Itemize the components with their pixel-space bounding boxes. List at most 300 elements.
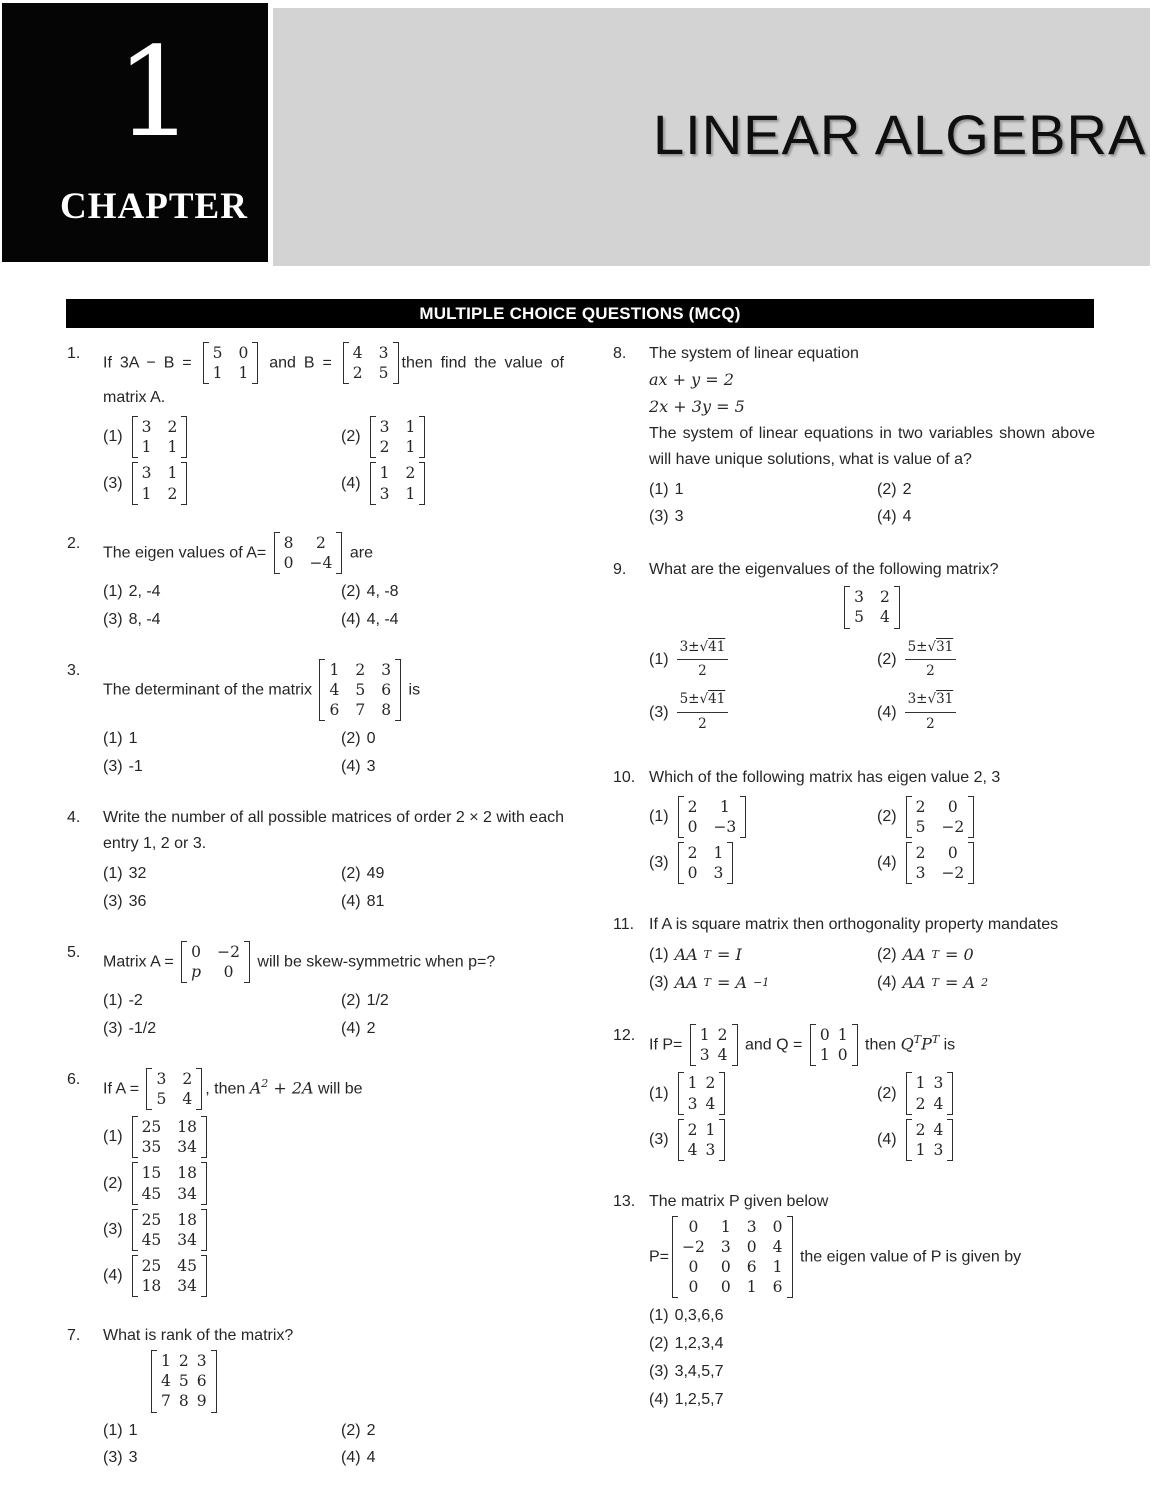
mcq-header-bar <box>66 299 1094 328</box>
matrix-cell: 0 <box>688 1278 699 1297</box>
stem-text: 2 <box>366 1421 376 1439</box>
matrix-bracket-right <box>968 842 974 884</box>
options-grid <box>103 860 564 916</box>
option-label: (3) <box>103 1019 123 1037</box>
matrix <box>906 1072 954 1114</box>
option-label: (2) <box>341 428 361 446</box>
option-label: (2) <box>877 650 897 668</box>
matrix-cell: 4 <box>687 1140 698 1159</box>
stem-text: The system of linear equation <box>649 345 859 362</box>
math-text: P <box>921 1034 932 1054</box>
matrix-cell: 5 <box>212 344 223 362</box>
matrix-cell: −2 <box>941 818 965 837</box>
stem-text: If A is square matrix then orthogonality property mandates <box>649 916 1059 934</box>
question-item <box>67 1067 564 1299</box>
option-label: (3) <box>649 854 669 872</box>
matrix-cell: 1 <box>837 1026 848 1045</box>
option-item <box>877 476 1095 504</box>
matrix <box>690 1024 738 1066</box>
matrix-cell: 6 <box>196 1372 207 1391</box>
option-item <box>103 1444 341 1472</box>
matrix-cell: 1 <box>915 1074 926 1093</box>
option-item <box>103 888 341 916</box>
matrix-cell: 45 <box>177 1256 198 1275</box>
matrix-cell: 25 <box>141 1210 162 1229</box>
matrix-cell: 2 <box>167 484 178 503</box>
matrix-bracket-right <box>252 342 258 384</box>
math-text: AA <box>674 945 698 965</box>
matrix-cell: 3 <box>381 660 392 679</box>
options-grid <box>103 725 564 781</box>
matrix-cell: 2 <box>687 797 698 816</box>
math-text: + 2A <box>268 1078 314 1098</box>
question-body <box>649 1023 1095 1163</box>
matrix <box>181 941 250 983</box>
math-text: 2x + 3y = 5 <box>649 396 745 416</box>
stem-text: The system of linear equations in two variables shown above will have unique solutions, what is value of a? <box>649 424 1095 468</box>
option-item <box>103 1114 564 1160</box>
matrix-cell: −3 <box>713 818 737 837</box>
math-text: Q <box>900 1034 914 1054</box>
question-number: 7. <box>67 1327 81 1345</box>
option-label: (1) <box>103 583 123 601</box>
stem-text: 3 <box>674 508 684 526</box>
fraction-denominator: 2 <box>926 663 935 680</box>
matrix-grid <box>209 342 253 384</box>
fraction-denominator: 2 <box>698 716 707 733</box>
option-label: (4) <box>877 703 897 721</box>
matrix-cell: 1 <box>329 660 340 679</box>
question-item <box>67 940 564 1043</box>
option-label: (3) <box>103 892 123 910</box>
stem-text: If P= <box>649 1036 687 1054</box>
matrix-cell: 4 <box>772 1238 783 1257</box>
option-label: (4) <box>877 1130 897 1148</box>
matrix-bracket-right <box>727 842 733 884</box>
option-item <box>877 634 1095 687</box>
option-item <box>341 460 564 506</box>
question-stem <box>649 341 1095 473</box>
matrix-grid <box>912 1119 948 1161</box>
option-item <box>103 987 341 1015</box>
option-item <box>649 634 877 687</box>
option-item <box>341 888 564 916</box>
question-stem <box>649 1023 1095 1067</box>
matrix-cell: 3 <box>705 1140 716 1159</box>
matrix-cell: −2 <box>682 1238 705 1257</box>
matrix-bracket-right <box>787 1216 793 1299</box>
stem-text: 0,3,6,6 <box>674 1307 724 1325</box>
options-grid <box>649 941 1095 997</box>
option-label: (2) <box>341 1421 361 1439</box>
option-item <box>341 606 564 634</box>
matrix-bracket-right <box>181 462 187 504</box>
stem-text: 3 <box>366 758 376 776</box>
question-item <box>613 341 1095 531</box>
matrix-cell: 25 <box>141 1118 162 1137</box>
matrix-cell: 34 <box>177 1277 198 1296</box>
stem-text: What is rank of the matrix? <box>103 1327 294 1345</box>
matrix-cell: 45 <box>141 1184 162 1203</box>
question-stem <box>649 912 1095 938</box>
stem-text: If A = <box>103 1080 144 1098</box>
matrix-grid <box>912 842 969 884</box>
option-label: (1) <box>649 480 669 498</box>
stem-text: 32 <box>128 864 147 882</box>
matrix-bracket-right <box>719 1119 725 1161</box>
matrix <box>274 532 343 574</box>
option-label: (2) <box>341 991 361 1009</box>
option-item <box>649 1070 877 1116</box>
matrix-bracket-right <box>732 1024 738 1066</box>
matrix-grid <box>696 1024 732 1066</box>
matrix-cell: −4 <box>309 553 333 572</box>
stem-text: 4 <box>902 508 912 526</box>
option-item <box>341 753 564 781</box>
matrix-bracket-right <box>852 1024 858 1066</box>
matrix-cell: 1 <box>212 364 223 383</box>
stem-text: 4 <box>366 1449 376 1467</box>
matrix-cell: 0 <box>772 1217 783 1236</box>
matrix-cell: 18 <box>177 1118 198 1137</box>
centered-matrix-row <box>649 585 1095 629</box>
question-body <box>103 1067 564 1299</box>
stem-text: and B = <box>261 354 340 372</box>
matrix <box>678 1119 726 1161</box>
matrix-grid <box>678 1216 786 1299</box>
matrix-grid <box>152 1068 196 1110</box>
matrix-cell: 4 <box>352 344 363 362</box>
option-item <box>877 794 1095 840</box>
matrix-bracket-right <box>336 532 342 574</box>
page-title: LINEAR ALGEBRA <box>653 103 1147 166</box>
math-text: ax + y = 2 <box>649 369 734 389</box>
question-item <box>67 341 564 507</box>
matrix-cell: 3 <box>379 484 390 503</box>
option-label: (2) <box>341 730 361 748</box>
stem-text: -1/2 <box>128 1019 157 1037</box>
options-grid <box>649 1070 1095 1163</box>
option-item <box>877 840 1095 886</box>
option-item <box>103 753 341 781</box>
math-text: = I <box>717 945 742 965</box>
matrix-cell: 1 <box>687 1074 698 1093</box>
question-body <box>103 658 564 781</box>
matrix-grid <box>349 342 393 384</box>
matrix-grid <box>850 586 894 628</box>
question-stem <box>103 1067 564 1111</box>
question-body <box>649 912 1095 997</box>
option-label: (2) <box>877 480 897 498</box>
matrix-cell: 2 <box>915 844 926 863</box>
radicand: 41 <box>708 691 726 708</box>
stem-text: 8, -4 <box>128 610 161 628</box>
question-number: 2. <box>67 534 81 552</box>
option-item <box>103 1253 564 1299</box>
stem-text: The matrix P given below <box>649 1193 829 1210</box>
option-label: (4) <box>341 892 361 910</box>
option-label: (2) <box>649 1335 669 1353</box>
matrix-cell: 18 <box>177 1164 198 1183</box>
matrix-grid <box>376 416 420 458</box>
matrix-bracket-right <box>395 659 401 721</box>
question-number: 12. <box>613 1027 636 1045</box>
matrix-cell: 1 <box>141 484 152 503</box>
question-stem <box>103 940 564 984</box>
math-text: AA <box>902 973 926 993</box>
matrix-cell: 0 <box>223 962 234 981</box>
stem-text: , then <box>205 1080 250 1098</box>
option-item <box>103 460 341 506</box>
chapter-box <box>2 3 268 262</box>
matrix-bracket-right <box>894 586 900 628</box>
option-item <box>649 503 877 531</box>
option-item <box>341 1417 564 1445</box>
option-item <box>649 840 877 886</box>
matrix-cell: 6 <box>772 1278 783 1297</box>
chapter-number: 1 <box>115 21 195 165</box>
matrix-cell: 0 <box>687 864 698 883</box>
matrix-cell: −2 <box>217 942 240 961</box>
stem-text: 1 <box>674 480 684 498</box>
fraction <box>905 637 957 684</box>
matrix-cell: 0 <box>746 1238 757 1257</box>
stem-text: 1 <box>128 1421 138 1439</box>
stem-text: Which of the following matrix has eigen value 2, 3 <box>649 768 1001 786</box>
matrix-cell: 2 <box>355 660 366 679</box>
math-text: A <box>249 1078 262 1098</box>
question-number: 10. <box>613 768 636 786</box>
option-item <box>103 606 341 634</box>
matrix <box>319 659 401 721</box>
matrix-cell: 7 <box>161 1392 171 1411</box>
matrix-cell: 1 <box>720 1217 731 1236</box>
option-label: (2) <box>103 1174 123 1192</box>
matrix <box>672 1216 792 1299</box>
matrix-grid <box>376 462 420 504</box>
math-superscript: 2 <box>261 1076 269 1090</box>
matrix-grid <box>138 1209 201 1251</box>
matrix <box>370 416 426 458</box>
radicand: 31 <box>936 691 954 708</box>
option-label: (3) <box>103 474 123 492</box>
matrix-cell: 7 <box>355 701 366 720</box>
options-grid <box>103 1114 564 1299</box>
question-stem <box>649 1189 1095 1299</box>
option-label: (1) <box>103 730 123 748</box>
stem-text: 1,2,3,4 <box>674 1335 724 1353</box>
matrix <box>132 1255 207 1297</box>
fraction-numerator: 5±√31 <box>905 637 957 661</box>
question-stem <box>103 658 564 722</box>
matrix-grid <box>138 416 182 458</box>
question-number: 4. <box>67 809 81 827</box>
matrix <box>678 1072 726 1114</box>
math-text: = A <box>945 973 976 993</box>
question-item <box>613 1023 1095 1163</box>
option-label: (1) <box>649 808 669 826</box>
question-number: 3. <box>67 661 81 679</box>
option-label: (1) <box>649 1307 669 1325</box>
matrix <box>132 1209 207 1251</box>
question-number: 9. <box>613 561 627 579</box>
option-item <box>649 794 877 840</box>
math-text: AA <box>902 945 926 965</box>
option-label: (3) <box>649 508 669 526</box>
option-label: (3) <box>103 1220 123 1238</box>
matrix-bracket-right <box>719 1072 725 1114</box>
matrix-cell: 1 <box>746 1278 757 1297</box>
stem-text: 3,4,5,7 <box>674 1363 724 1381</box>
matrix-cell: 3 <box>933 1074 944 1093</box>
matrix-cell: 1 <box>405 438 416 457</box>
matrix <box>151 1350 217 1412</box>
question-body <box>649 765 1095 886</box>
matrix-cell: 3 <box>378 344 389 362</box>
fraction <box>677 637 729 684</box>
options-grid <box>649 476 1095 532</box>
matrix-cell: 4 <box>705 1094 716 1113</box>
mcq-header-text: MULTIPLE CHOICE QUESTIONS (MCQ) <box>419 303 741 323</box>
matrix-cell: 15 <box>141 1164 162 1183</box>
matrix-cell: 0 <box>720 1278 731 1297</box>
option-item <box>649 1302 1095 1330</box>
option-item <box>103 725 341 753</box>
stem-text: 4, -8 <box>366 583 399 601</box>
math-superscript: T <box>931 1033 940 1047</box>
matrix-cell: 1 <box>141 438 152 457</box>
stem-text: Matrix A = <box>103 953 179 971</box>
stem-text: 2, -4 <box>128 583 161 601</box>
questions-column-left <box>67 341 564 1496</box>
matrix <box>146 1068 202 1110</box>
options-grid <box>103 414 564 507</box>
matrix-cell: 3 <box>854 588 864 607</box>
question-stem <box>649 557 1095 583</box>
stem-text: then <box>860 1036 901 1054</box>
stem-text: -2 <box>128 991 143 1009</box>
matrix-bracket-right <box>419 462 425 504</box>
option-label: (3) <box>649 703 669 721</box>
matrix-grid <box>325 659 395 721</box>
matrix-cell: 1 <box>719 797 730 816</box>
option-label: (3) <box>103 1449 123 1467</box>
matrix-cell: 2 <box>352 364 363 383</box>
matrix-grid <box>138 1162 201 1204</box>
question-body <box>103 341 564 507</box>
matrix <box>906 1119 954 1161</box>
matrix-cell: 4 <box>182 1089 193 1108</box>
question-item <box>67 1323 564 1472</box>
matrix <box>678 796 747 838</box>
option-item <box>877 503 1095 531</box>
matrix-cell: 3 <box>141 464 152 483</box>
matrix-bracket-right <box>201 1162 207 1204</box>
question-stem <box>103 531 564 575</box>
matrix-grid <box>138 1116 201 1158</box>
stem-text: P= <box>649 1248 670 1266</box>
matrix-cell: 1 <box>705 1120 716 1139</box>
matrix-cell: 2 <box>705 1074 716 1093</box>
stem-text: 49 <box>366 864 385 882</box>
option-item <box>341 725 564 753</box>
matrix-bracket-right <box>968 796 974 838</box>
option-label: (4) <box>341 758 361 776</box>
matrix-cell: 1 <box>379 464 390 483</box>
option-item: (3) AA T = A −1 <box>649 969 877 997</box>
option-item <box>103 1015 341 1043</box>
question-body <box>649 557 1095 739</box>
option-item <box>103 860 341 888</box>
matrix-cell: 3 <box>699 1046 710 1065</box>
matrix-cell: 4 <box>933 1120 944 1139</box>
matrix <box>906 796 975 838</box>
question-body <box>103 531 564 634</box>
matrix-cell: 8 <box>178 1392 189 1411</box>
matrix-grid <box>138 462 182 504</box>
matrix-grid <box>187 941 244 983</box>
matrix-cell: 3 <box>156 1069 167 1088</box>
question-stem <box>103 341 564 411</box>
option-label: (1) <box>649 1084 669 1102</box>
matrix-cell: 35 <box>141 1138 162 1157</box>
option-item: (1) AA T = I <box>649 941 877 969</box>
matrix-bracket-right <box>244 941 250 983</box>
math-superscript: T <box>913 1033 922 1047</box>
question-number: 1. <box>67 345 81 362</box>
matrix-cell: 34 <box>177 1230 198 1249</box>
matrix-cell: 3 <box>196 1352 207 1371</box>
option-item <box>341 987 564 1015</box>
matrix-cell: 2 <box>880 588 890 607</box>
matrix-bracket-right <box>211 1350 217 1412</box>
matrix-bracket-right <box>181 416 187 458</box>
matrix-grid <box>138 1255 201 1297</box>
option-label: (2) <box>341 583 361 601</box>
option-label: (4) <box>877 854 897 872</box>
matrix-cell: 3 <box>720 1238 731 1257</box>
stem-text: The eigen values of A= <box>103 544 271 562</box>
stem-text: What are the eigenvalues of the following matrix? <box>649 561 999 579</box>
matrix-cell: p <box>191 962 202 981</box>
option-label: (4) <box>877 508 897 526</box>
question-body <box>103 940 564 1043</box>
matrix-cell: 4 <box>933 1094 944 1113</box>
matrix-cell: 2 <box>182 1069 193 1088</box>
matrix-cell: 5 <box>156 1089 167 1108</box>
math-text: AA <box>674 973 698 993</box>
matrix-bracket-right <box>419 416 425 458</box>
option-label: (4) <box>341 474 361 492</box>
options-grid <box>649 1302 1095 1414</box>
stem-text: 3 <box>128 1449 138 1467</box>
option-label: (3) <box>649 974 669 992</box>
matrix-cell: 2 <box>915 797 926 816</box>
matrix-grid <box>684 842 728 884</box>
matrix-cell: 2 <box>178 1352 189 1371</box>
matrix-cell: 2 <box>379 438 390 457</box>
fraction <box>905 689 957 736</box>
option-label: (2) <box>341 864 361 882</box>
option-item <box>877 1117 1095 1163</box>
stem-text: 1 <box>128 730 138 748</box>
matrix <box>810 1024 858 1066</box>
matrix-cell: 1 <box>405 484 416 503</box>
option-label: (4) <box>341 1449 361 1467</box>
matrix-grid <box>157 1350 211 1412</box>
stem-text: 81 <box>366 892 385 910</box>
option-label: (4) <box>341 1019 361 1037</box>
